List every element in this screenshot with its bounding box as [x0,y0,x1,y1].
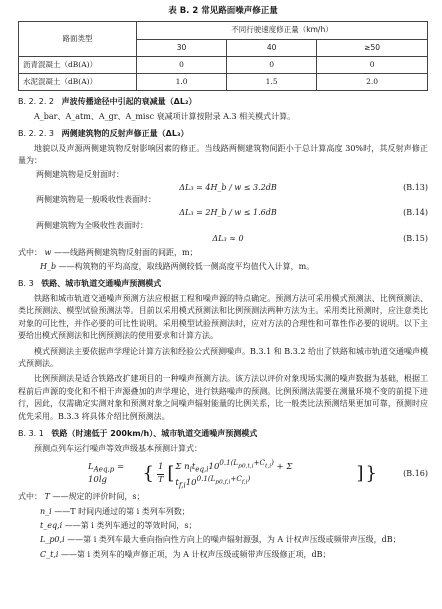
table-row-label: 水泥混凝土（dB(A)） [19,73,137,90]
case-label: 两侧建筑物是反射面时： [36,169,124,179]
table-cell: 0 [317,56,428,73]
section-heading-b3 [18,279,428,290]
case-label: 两侧建筑物为全吸收性表面时： [36,220,148,230]
equation-b15 [18,234,428,245]
paragraph: 预测点列车运行噪声等效声级基本预测计算式： [34,443,202,453]
where-text: ——第 i 类列车的噪声修正项，为 A 计权声压级或频带声压级修正项，dB； [60,549,331,559]
section-heading-b222 [18,97,428,108]
where-symbol: w [44,247,52,257]
section-number: B. 2. 2. 3 [18,129,55,139]
equation-number: (B.15) [403,233,428,243]
table-header-speed-1: 30 [137,39,227,56]
table-row [19,73,428,90]
table-title: 表 B. 2 常见路面噪声修正量 [168,6,278,16]
where-line [18,491,428,503]
paragraph: 比例预测法是适合铁路改扩建项目的一种噪声预测方法。该方法以评价对象现场实测的噪声数据为基础，根据工程前后声源的变化和不相干声源叠加的声学理论，进行铁路噪声的预测。比例预测法需要在测量环境不变的前提下进行，因此，仅需确定实测对象和预测对象之间噪声辐射能量的比例关系，比一般类比法预测结果更加可靠，预测时应优先采用。B.3.3 将具体介绍比例预测法。 [18,374,428,421]
table-row [19,56,428,73]
section-heading-b223 [18,129,428,140]
where-symbol: C_t,i [40,549,59,559]
equation-text: ΔL₃ = 4H_b / w ≤ 3.2dB [179,182,277,192]
paragraph: A_bar、A_atm、A_gr、A_misc 衰减项计算按附录 A.3 相关模式计算。 [34,111,296,121]
where-text: ——线路两侧建筑物反射面的间距，m； [53,247,198,257]
equation-b14 [18,208,428,219]
section-number: B. 3 [18,279,34,289]
section-title: 声波传播途径中引起的衰减量（ΔL₂） [61,96,197,106]
where-text: ——第 i 类列车最大垂向指向性方向上的噪声辐射源强，为 A 计权声压级或频带声压级，dB； [67,535,401,545]
section-heading-b31 [18,429,428,440]
paragraph: 地貌以及声源两侧建筑物反射影响因素的修正。当线路两侧建筑物间距小于总计算高度 30%时，其反射声修正量为： [18,143,428,166]
where-text: ——T 时间内通过的第 i 类列车列数； [54,506,190,516]
table-header-speed-2: 40 [227,39,317,56]
equation-text: ΔL₃ = 2H_b / w ≤ 1.6dB [179,208,277,218]
where-line [18,549,428,561]
equation-b16 [18,459,428,489]
table-header-road-type: 路面类型 [19,22,137,56]
where-prefix: 式中： [18,247,42,257]
where-symbol: n_i [40,506,52,516]
table-header-speed: 不同行驶速度修正量（km/h） [137,22,428,39]
table-cell: 0 [137,56,227,73]
section-number: B. 2. 2. 2 [18,96,55,106]
section-title: 铁路、城市轨道交通噪声预测模式 [41,279,162,289]
equation-text: ΔL₃ ≈ 0 [212,233,244,243]
where-line [18,520,428,532]
table-cell: 1.5 [227,73,317,90]
where-text: ——构筑物的平均高度，取线路两侧较低一侧高度平均值代入计算，m。 [58,261,315,271]
equation-b13 [18,183,428,194]
paragraph: 铁路和城市轨道交通噪声预测方法应根据工程和噪声源的特点确定。预测方法可采用模式预测法、比例预测法、类比预测法、模型试验预测法等。目前以采用模式预测法和比例预测法两种方法为主。采用类比预测时，应注意类比对象的可比性，并作必要的可比性说明。采用模型试验预测法时，应对方法的合理性和可靠性作必要的说明。以下主要给出模式预测法和比例预测法的使用要求和计算方法。 [18,294,428,341]
equation-number: (B.16) [403,468,428,478]
where-text: ——第 i 类列车通过的等效时间，s； [64,520,197,530]
where-symbol: T [44,492,50,502]
paragraph: 模式预测法主要依据声学理论计算方法和经验公式预测噪声。B.3.1 和 B.3.2 给出了铁路和城市轨道交通噪声模式预测法。 [18,346,428,369]
where-symbol: L_p0,i [40,535,65,545]
table-cell: 0 [227,56,317,73]
noise-correction-table [18,21,428,91]
where-line [18,261,428,273]
section-title: 铁路（时速低于 200km/h）、城市轨道交通噪声预测模式 [51,429,258,438]
case-label: 两侧建筑物是一般吸收性表面时： [36,195,156,205]
section-number: B. 3. 1 [18,429,44,438]
where-prefix: 式中： [18,492,42,502]
where-line [18,506,428,518]
where-line [18,534,428,546]
where-symbol: t_eq,i [40,520,63,530]
equation-formula: $L_{Aeq,p} = 10\lg$ { $\frac{1}{T}$ [ Σ $n_it_{eq,i}10^{0.1(L_{p0,t,i}+C_{t,i})} + \Sigma$ $t_{f,i}10^{0.1(L_{p0,f,i}+C_{f,i})}$ ] } [88,458,377,490]
table-header-speed-3: ≥50 [317,39,428,56]
where-line [18,247,428,259]
table-row-label: 沥青混凝土（dB(A)） [19,56,137,73]
equation-number: (B.13) [403,182,428,192]
table-cell: 1.0 [137,73,227,90]
table-cell: 2.0 [317,73,428,90]
where-text: ——规定的评价时间，s； [52,492,145,502]
section-title: 两侧建筑物的反射声修正量（ΔL₃） [61,129,189,139]
where-symbol: H_b [40,261,57,271]
equation-number: (B.14) [403,208,428,218]
